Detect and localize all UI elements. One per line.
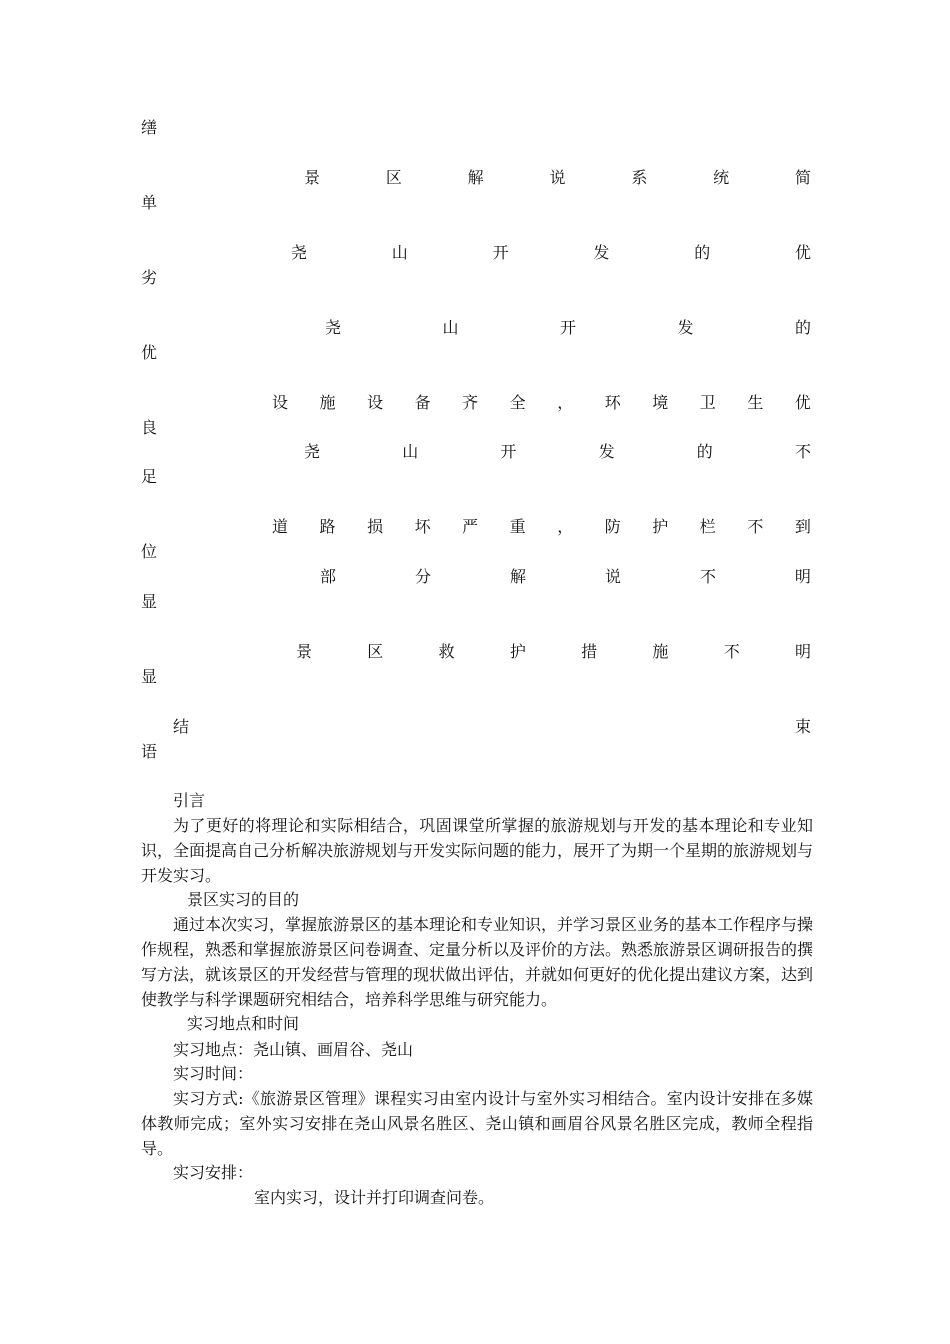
purpose-paragraph: 通过本次实习，掌握旅游景区的基本理论和专业知识，并学习景区业务的基本工作程序与操作规程，熟悉和掌握旅游景区问卷调查、定量分析以及评价的方法。熟悉旅游景区调研报告的撰写方法，就该景区的开发经营与管理的现状做出评估，并就如何更好的优化提出建议方案，达到使教学与科学课题研究相结合，培养科学思维与研究能力。 xyxy=(141,915,814,1009)
toc-title-char: 损 xyxy=(367,517,384,536)
toc-title-char: 不 xyxy=(794,442,811,461)
toc-title-rescue xyxy=(296,644,811,660)
toc-title-cons xyxy=(304,444,811,460)
place-time-heading: 实习地点和时间 xyxy=(187,1014,300,1033)
toc-title-char: 卫 xyxy=(699,393,716,412)
toc-title-char: 严 xyxy=(462,517,479,536)
toc-title-char: 开 xyxy=(492,243,509,262)
toc-title-char: 环 xyxy=(604,393,621,412)
toc-title-char: 的 xyxy=(694,243,711,262)
toc-title-char: 护 xyxy=(652,517,669,536)
toc-title-char: 系 xyxy=(631,168,648,187)
toc-title-char: 的 xyxy=(696,442,713,461)
toc-title-char: 尧 xyxy=(304,442,321,461)
toc-title-char: 统 xyxy=(713,168,730,187)
toc-title-char: 重 xyxy=(509,517,526,536)
toc-title-char: 不 xyxy=(723,642,740,661)
toc-title-char: 山 xyxy=(402,442,419,461)
toc-tail-pros: 优 xyxy=(141,343,158,362)
toc-tail-cons: 足 xyxy=(141,467,158,486)
toc-title-char: 分 xyxy=(414,567,431,586)
toc-title-char: 开 xyxy=(500,442,517,461)
time-line: 实习时间： xyxy=(173,1064,254,1083)
purpose-heading: 景区实习的目的 xyxy=(187,890,300,909)
toc-title-char: 不 xyxy=(699,567,716,586)
intro-heading: 引言 xyxy=(173,791,206,810)
toc-title-char: 束 xyxy=(794,717,811,736)
toc-title-char: 山 xyxy=(391,243,408,262)
toc-title-char: 全 xyxy=(509,393,526,412)
toc-title-char: 生 xyxy=(747,393,764,412)
toc-title-char: 解 xyxy=(467,168,484,187)
toc-tail-conclusion: 语 xyxy=(141,742,158,761)
toc-title-conclusion xyxy=(173,719,811,735)
toc-title-char: 设 xyxy=(367,393,384,412)
toc-title-char: 施 xyxy=(319,393,336,412)
toc-title-char: 不 xyxy=(747,517,764,536)
toc-title-char: ， xyxy=(557,517,574,536)
toc-title-char: 说 xyxy=(604,567,621,586)
toc-tail-guide: 单 xyxy=(141,193,158,212)
toc-title-char: 景 xyxy=(296,642,313,661)
toc-title-char: 坏 xyxy=(414,517,431,536)
toc-title-char: 防 xyxy=(604,517,621,536)
toc-title-char: 路 xyxy=(319,517,336,536)
toc-title-char: 到 xyxy=(794,517,811,536)
toc-title-facilities xyxy=(272,395,811,411)
toc-title-char: 发 xyxy=(677,318,694,337)
toc-title-char: 简 xyxy=(794,168,811,187)
toc-title-char: 道 xyxy=(272,517,289,536)
intro-paragraph: 为了更好的将理论和实际相结合，巩固课堂所掌握的旅游规划与开发的基本理论和专业知识，全面提高自己分析解决旅游规划与开发实际问题的能力，展开了为期一个星期的旅游规划与开发实习。 xyxy=(141,816,814,885)
toc-title-char: 栏 xyxy=(699,517,716,536)
toc-title-guide xyxy=(304,170,811,186)
toc-title-signs xyxy=(320,569,811,585)
toc-tail-proscons: 劣 xyxy=(141,268,158,287)
toc-title-pros xyxy=(325,320,811,336)
toc-title-char: 解 xyxy=(509,567,526,586)
toc-title-roads xyxy=(272,519,811,535)
toc-title-char: 区 xyxy=(385,168,402,187)
toc-title-char: 尧 xyxy=(291,243,308,262)
toc-title-char: 护 xyxy=(509,642,526,661)
toc-title-char: 景 xyxy=(304,168,321,187)
method-paragraph: 实习方式:《旅游景区管理》课程实习由室内设计与室外实习相结合。室内设计安排在多媒体教师完成；室外实习安排在尧山风景名胜区、尧山镇和画眉谷风景名胜区完成，教师全程指导。 xyxy=(141,1089,813,1158)
toc-title-char: 施 xyxy=(652,642,669,661)
toc-title-char: 优 xyxy=(794,243,811,262)
toc-title-char: 开 xyxy=(559,318,576,337)
toc-title-char: 境 xyxy=(652,393,669,412)
toc-tail-intro: 缮 xyxy=(141,118,158,137)
schedule-item: 室内实习，设计并打印调查问卷。 xyxy=(254,1188,495,1207)
toc-title-char: 救 xyxy=(438,642,455,661)
toc-tail-facilities: 良 xyxy=(141,418,158,437)
toc-title-char: 发 xyxy=(598,442,615,461)
toc-title-char: 措 xyxy=(581,642,598,661)
toc-title-char: 优 xyxy=(794,393,811,412)
toc-title-char: 结 xyxy=(173,717,190,736)
toc-title-proscons xyxy=(291,245,811,261)
toc-title-char: 设 xyxy=(272,393,289,412)
toc-title-char: 发 xyxy=(593,243,610,262)
toc-tail-roads: 位 xyxy=(141,542,158,561)
schedule-line: 实习安排： xyxy=(173,1163,254,1182)
toc-title-char: 齐 xyxy=(462,393,479,412)
toc-title-char: 区 xyxy=(367,642,384,661)
toc-title-char: ， xyxy=(557,393,574,412)
toc-title-char: 明 xyxy=(794,642,811,661)
toc-title-char: 的 xyxy=(794,318,811,337)
toc-title-char: 备 xyxy=(414,393,431,412)
toc-title-char: 明 xyxy=(794,567,811,586)
toc-tail-rescue: 显 xyxy=(141,667,158,686)
toc-title-char: 山 xyxy=(442,318,459,337)
place-line: 实习地点：尧山镇、画眉谷、尧山 xyxy=(173,1040,414,1059)
toc-tail-signs: 显 xyxy=(141,592,158,611)
toc-title-char: 说 xyxy=(549,168,566,187)
toc-title-char: 尧 xyxy=(325,318,342,337)
toc-title-char: 部 xyxy=(320,567,337,586)
